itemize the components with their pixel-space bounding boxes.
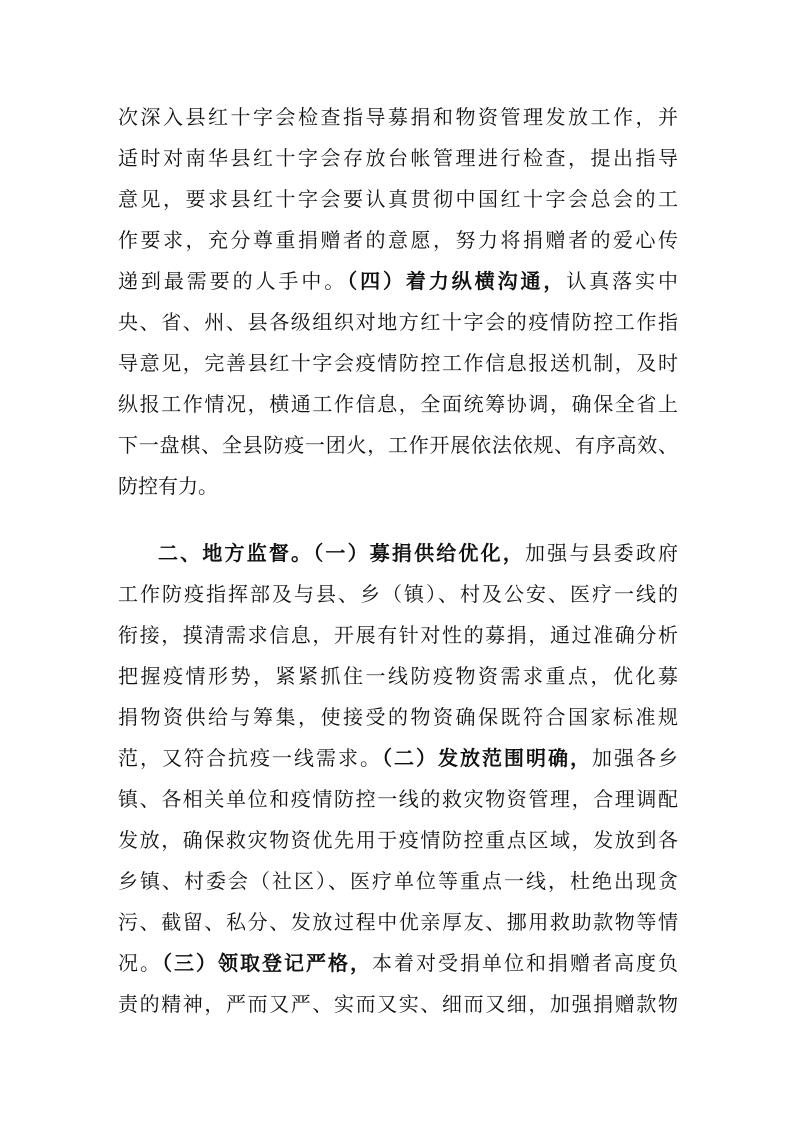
paragraph-1-line-4: 作要求，充分尊重捐赠者的意愿，努力将捐赠者的爱心传 xyxy=(118,228,678,252)
section-heading: 二、地方监督。 xyxy=(158,541,314,565)
text-run: 加强各乡 xyxy=(592,746,678,770)
paragraph-1-line-1: 次深入县红十字会检查指导募捐和物资管理发放工作，并 xyxy=(118,105,678,129)
text-run: 认真落实中 xyxy=(566,269,679,293)
paragraph-2-line-8: 发放，确保救灾物资优先用于疫情防控重点区域，发放到各 xyxy=(118,828,678,852)
paragraph-1-line-6: 央、省、州、县各级组织对地方红十字会的疫情防控工作指 xyxy=(118,310,678,334)
paragraph-2-line-9: 乡镇、村委会（社区）、医疗单位等重点一线，杜绝出现贪 xyxy=(118,869,678,893)
paragraph-2-line-12: 责的精神，严而又严、实而又实、细而又细，加强捐赠款物 xyxy=(118,992,678,1016)
text-run: 加强与县委政府 xyxy=(524,541,679,565)
text-run: 本着对受捐单位和捐赠者高度负 xyxy=(372,951,678,975)
paragraph-2-line-11 xyxy=(118,948,678,978)
paragraph-1-line-2: 适时对南华县红十字会存放台帐管理进行检查，提出指导 xyxy=(118,146,678,170)
paragraph-2-line-1 xyxy=(158,538,678,568)
paragraph-2-line-10: 污、截留、私分、发放过程中优亲厚友、挪用救助款物等情 xyxy=(118,910,678,934)
bold-heading-3: （三）领取登记严格， xyxy=(162,951,372,975)
paragraph-2-line-5: 捐物资供给与筹集，使接受的物资确保既符合国家标准规 xyxy=(118,705,678,729)
paragraph-2-line-7: 镇、各相关单位和疫情防控一线的救灾物资管理，合理调配 xyxy=(118,787,678,811)
paragraph-1-line-3: 意见，要求县红十字会要认真贯彻中国红十字会总会的工 xyxy=(118,187,678,211)
paragraph-2-line-4: 把握疫情形势，紧紧抓住一线防疫物资需求重点，优化募 xyxy=(118,664,678,688)
text-run: 况。 xyxy=(118,951,162,975)
text-run: 递到最需要的人手中。 xyxy=(118,269,348,293)
paragraph-1-line-8: 纵报工作情况，横通工作信息，全面统筹协调，确保全省上 xyxy=(118,392,678,416)
paragraph-2-line-3: 衔接，摸清需求信息，开展有针对性的募捐，通过准确分析 xyxy=(118,623,678,647)
paragraph-1-line-7: 导意见，完善县红十字会疫情防控工作信息报送机制，及时 xyxy=(118,351,678,375)
bold-heading-2: （二）发放范围明确， xyxy=(382,746,592,770)
paragraph-1-line-10: 防控有力。 xyxy=(118,474,218,498)
paragraph-1-line-5 xyxy=(118,266,678,296)
text-run: 范，又符合抗疫一线需求。 xyxy=(118,746,382,770)
bold-heading-4: （四）着力纵横沟通， xyxy=(347,269,567,293)
paragraph-1-line-9: 下一盘棋、全县防疫一团火，工作开展依法依规、有序高效、 xyxy=(118,433,678,457)
bold-heading-1: （一）募捐供给优化， xyxy=(313,541,525,565)
paragraph-2-line-6 xyxy=(118,743,678,773)
paragraph-2-line-2: 工作防疫指挥部及与县、乡（镇）、村及公安、医疗一线的 xyxy=(118,582,678,606)
